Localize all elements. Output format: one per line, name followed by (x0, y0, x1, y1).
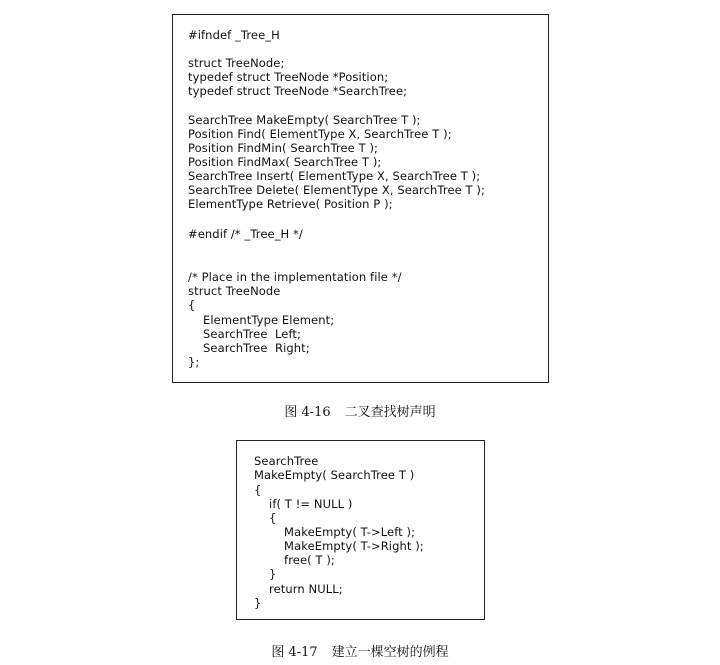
code-line: return NULL; (254, 582, 343, 596)
code-line: free( T ); (254, 553, 335, 567)
code-line: }; (188, 355, 200, 369)
code-line: typedef struct TreeNode *SearchTree; (188, 84, 408, 98)
figure-caption (271, 641, 448, 660)
code-line: SearchTree MakeEmpty( SearchTree T ); (188, 113, 421, 127)
code-line: } (254, 567, 277, 581)
code-line: { (254, 483, 262, 497)
code-line: struct TreeNode; (188, 56, 285, 70)
code-line: } (254, 596, 262, 610)
code-line: { (188, 298, 196, 312)
code-line: Position FindMax( SearchTree T ); (188, 155, 382, 169)
code-line: /* Place in the implementation file */ (188, 270, 402, 284)
code-line: { (254, 511, 277, 525)
code-line: SearchTree Left; (188, 327, 302, 341)
code-line: Position FindMin( SearchTree T ); (188, 141, 379, 155)
figure-caption (284, 401, 435, 420)
code-line: SearchTree (254, 454, 319, 468)
code-line: SearchTree Insert( ElementType X, SearchTree T ); (188, 169, 481, 183)
code-line: struct TreeNode (188, 284, 281, 298)
code-listing-search-tree-declaration (172, 14, 549, 383)
code-line: SearchTree Right; (188, 341, 310, 355)
code-line: MakeEmpty( T->Left ); (254, 525, 416, 539)
figure-number: 图 4-16 (284, 405, 331, 420)
figure-title: 建立一棵空树的例程 (331, 645, 449, 660)
code-line: ElementType Retrieve( Position P ); (188, 197, 393, 211)
code-line: ElementType Element; (188, 313, 335, 327)
code-line: if( T != NULL ) (254, 497, 353, 511)
code-line: MakeEmpty( T->Right ); (254, 539, 424, 553)
code-listing-make-empty-routine (236, 440, 485, 620)
code-line: typedef struct TreeNode *Position; (188, 70, 389, 84)
code-line: Position Find( ElementType X, SearchTree T ); (188, 127, 452, 141)
code-line: SearchTree Delete( ElementType X, SearchTree T ); (188, 183, 485, 197)
figure-number: 图 4-17 (271, 645, 318, 660)
code-line: #ifndef _Tree_H (188, 28, 280, 42)
code-line: MakeEmpty( SearchTree T ) (254, 468, 415, 482)
figure-title: 二叉查找树声明 (344, 405, 436, 420)
code-line: #endif /* _Tree_H */ (188, 227, 303, 241)
